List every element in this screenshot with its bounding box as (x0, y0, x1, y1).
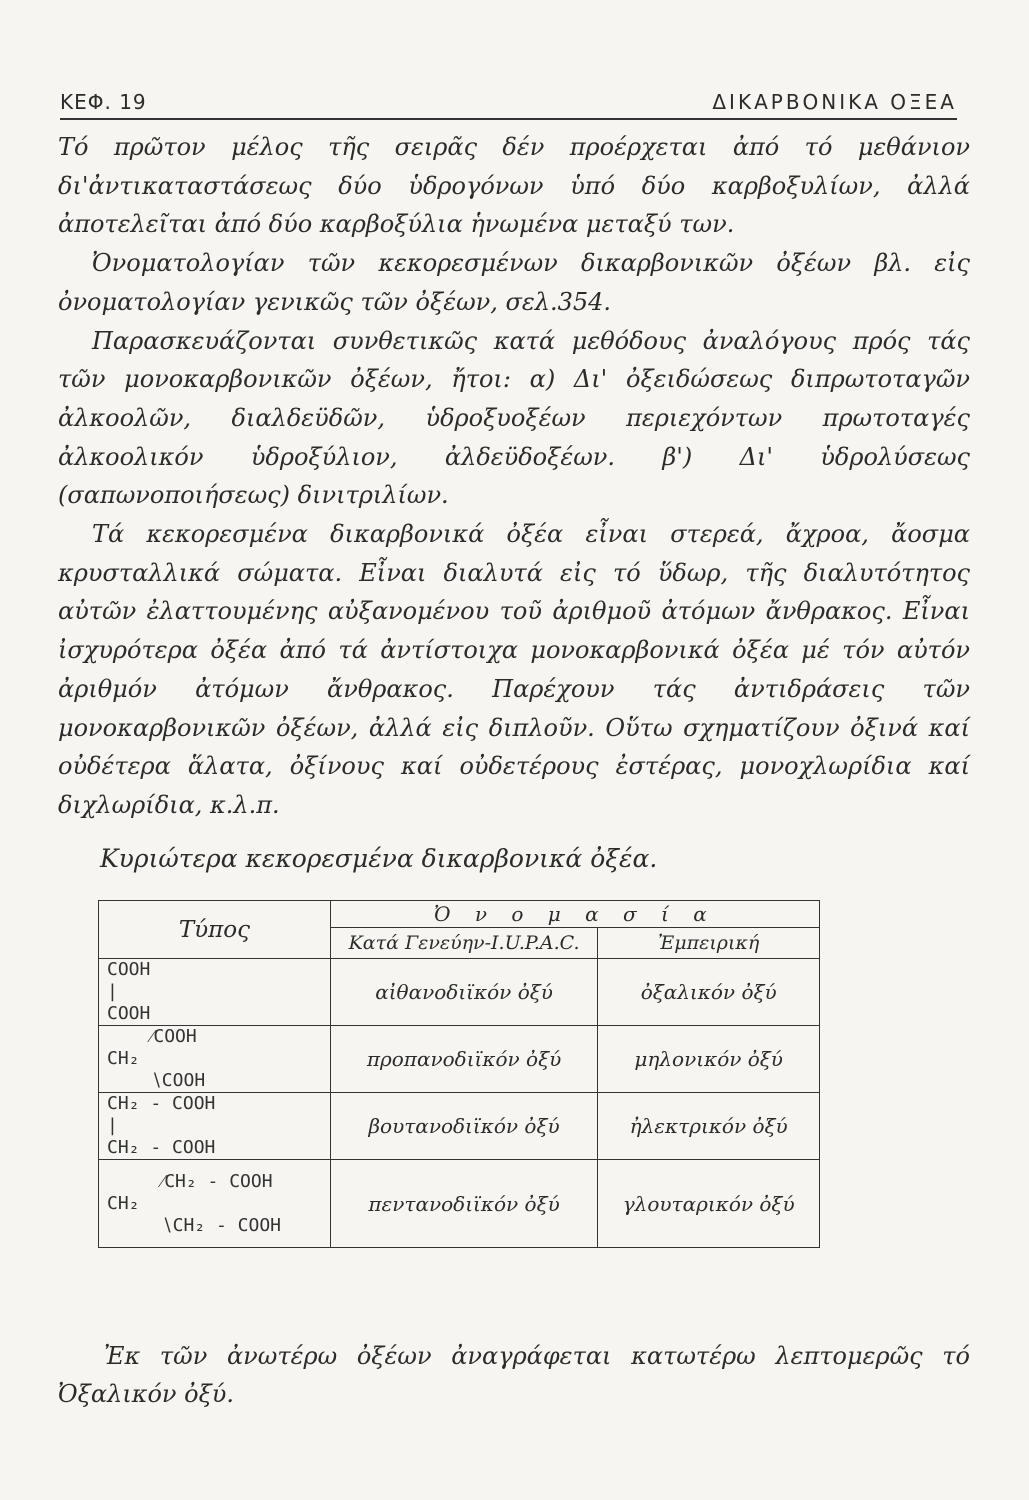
empirical-name-cell: ἠλεκτρικόν ὀξύ (598, 1093, 820, 1160)
table-row (99, 959, 820, 1026)
column-header-type: Τύπος (99, 901, 331, 959)
paragraph-nomenclature: Ὀνοματολογίαν τῶν κεκορεσμένων δικαρβονικῶν ὀξέων βλ. εἰς ὀνοματολογίαν γενικῶς τῶν ὀξέων, σελ.354. (58, 249, 970, 316)
paragraph-intro: Τό πρῶτον μέλος τῆς σειρᾶς δέν προέρχεται ἀπό τό μεθάνιον δι'ἀντικαταστάσεως δύο ὑδρογόνων ὑπό δύο καρβοξυλίων, ἀλλά ἀποτελεῖται ἀπό δύο καρβοξύλια ἡνωμένα μεταξύ των. (58, 133, 970, 239)
column-header-empirical: Ἐμπειρική (598, 928, 820, 959)
empirical-name-cell: γλουταρικόν ὀξύ (598, 1160, 820, 1248)
iupac-name-cell: προπανοδιϊκόν ὀξύ (330, 1026, 598, 1093)
paragraph-closing: Ἐκ τῶν ἀνωτέρω ὀξέων ἀναγράφεται κατωτέρω λεπτομερῶς τό Ὀξαλικόν ὀξύ. (58, 1342, 970, 1408)
iupac-name-cell: βουτανοδιϊκόν ὀξύ (330, 1093, 598, 1160)
formula-cell: COOH | COOH (99, 959, 331, 1026)
page-header (60, 78, 957, 120)
chapter-label: ΚΕΦ. 19 (60, 90, 147, 114)
table-caption: Κυριώτερα κεκορεσμένα δικαρβονικά ὀξέα. (100, 844, 658, 873)
chapter-title: ΔΙΚΑΡΒΟΝΙΚΑ ΟΞΕΑ (712, 90, 957, 114)
empirical-name-cell: μηλονικόν ὀξύ (598, 1026, 820, 1093)
column-header-iupac: Κατά Γενεύην-I.U.P.A.C. (330, 928, 598, 959)
body-text (58, 128, 970, 825)
iupac-name-cell: πεντανοδιϊκόν ὀξύ (330, 1160, 598, 1248)
paragraph-preparation: Παρασκευάζονται συνθετικῶς κατά μεθόδους ἀναλόγους πρός τάς τῶν μονοκαρβονικῶν ὀξέων, ἤτοι: α) Δι' ὀξειδώσεως διπρωτοταγῶν ἀλκοολῶν, διαλδεϋδῶν, ὑδροξυοξέων περιεχόντων πρωτοταγές ἀλκοολικόν ὑδροξύλιον, ἀλδεϋδοξέων. β') Δι' ὑδρολύσεως (σαπωνοποιήσεως) δινιτριλίων. (58, 326, 970, 510)
formula-cell: ⁄CH₂ - COOH CH₂ ∖CH₂ - COOH (99, 1160, 331, 1248)
table-row (99, 1026, 820, 1093)
table-row (99, 1093, 820, 1160)
iupac-name-cell: αἰθανοδιϊκόν ὀξύ (330, 959, 598, 1026)
paragraph-properties: Τά κεκορεσμένα δικαρβονικά ὀξέα εἶναι στερεά, ἄχροα, ἄοσμα κρυσταλλικά σώματα. Εἶναι διαλυτά εἰς τό ὕδωρ, τῆς διαλυτότητος αὐτῶν ἐλαττουμένης αὐξανομένου τοῦ ἀριθμοῦ ἀτόμων ἄνθρακος. Εἶναι ἰσχυρότερα ὀξέα ἀπό τά ἀντίστοιχα μονοκαρβονικά ὀξέα μέ τόν αὐτόν ἀριθμόν ἀτόμων ἄνθρακος. Παρέχουν τάς ἀντιδράσεις τῶν μονοκαρβονικῶν ὀξέων, ἀλλά εἰς διπλοῦν. Οὕτω σχηματίζουν ὀξινά καί οὐδέτερα ἅλατα, ὀξίνους καί οὐδετέρους ἐστέρας, μονοχλωρίδια καί διχλωρίδια, κ.λ.π. (58, 520, 970, 819)
acids-table (98, 900, 820, 1248)
formula-cell: CH₂ - COOH | CH₂ - COOH (99, 1093, 331, 1160)
empirical-name-cell: ὀξαλικόν ὀξύ (598, 959, 820, 1026)
closing-text (58, 1337, 970, 1413)
column-group-header-naming: Ὀ ν ο μ α σ ί α (330, 901, 819, 928)
table-header-row (99, 901, 820, 928)
table-row (99, 1160, 820, 1248)
formula-cell: ⁄COOH CH₂ ∖COOH (99, 1026, 331, 1093)
